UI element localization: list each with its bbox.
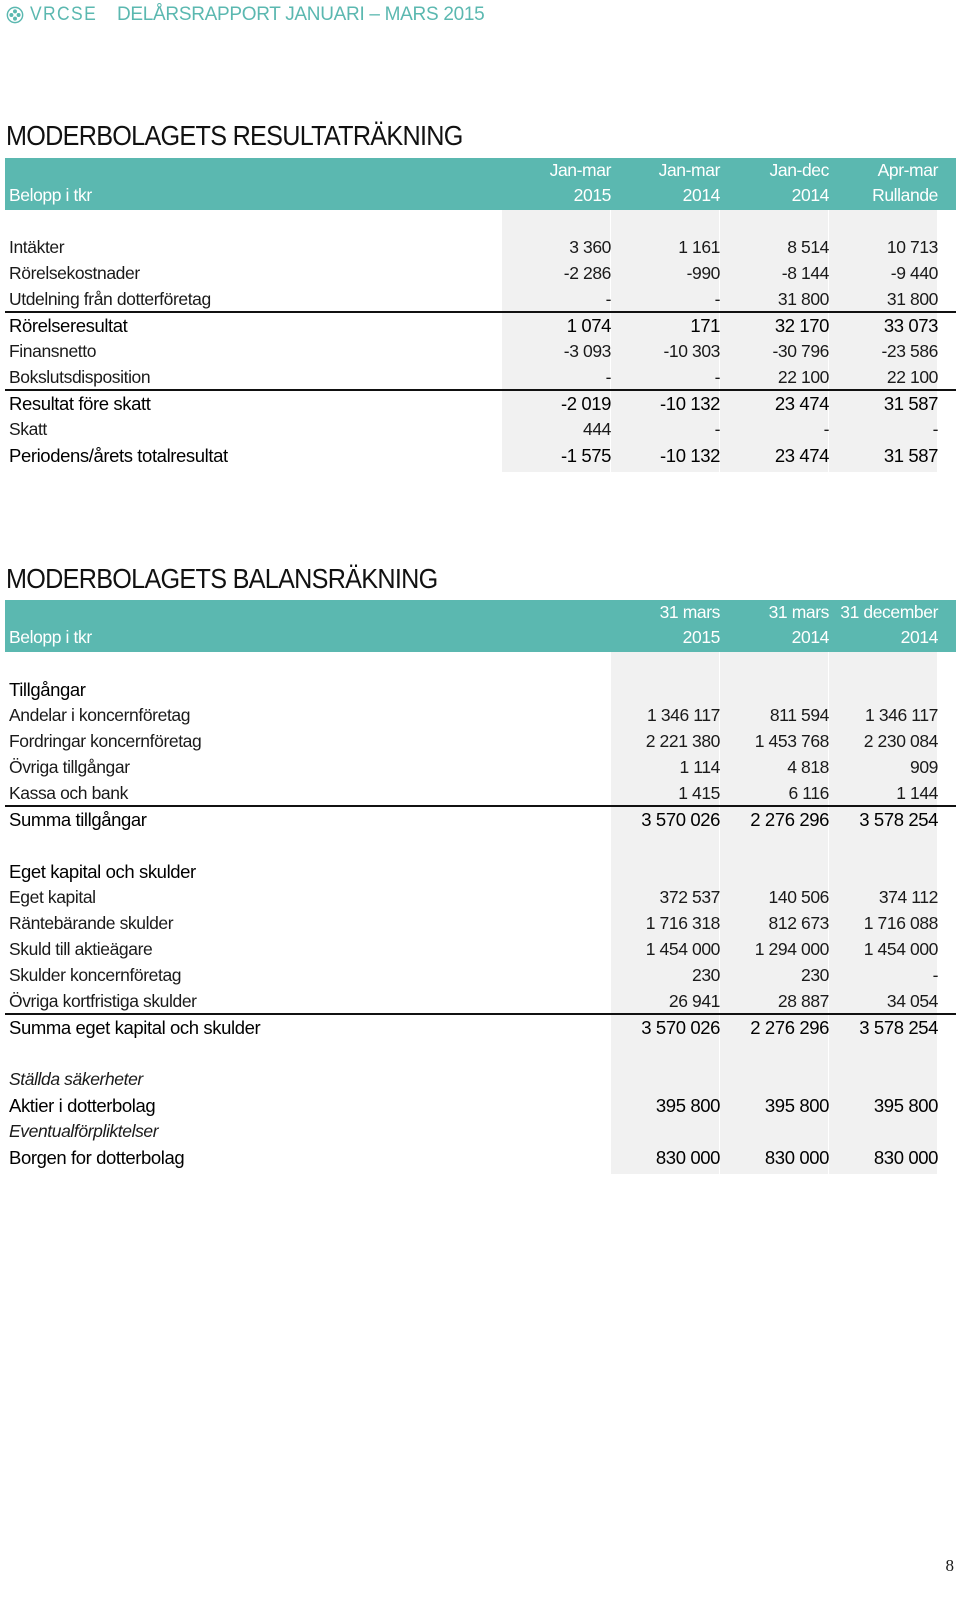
row-value: 374 112 (878, 887, 938, 907)
balance-table-header (5, 600, 956, 652)
balance-sheet-title: MODERBOLAGETS BALANSRÄKNING (6, 563, 438, 594)
pledged-row (5, 1092, 956, 1118)
row-label: Andelar i koncernföretag (9, 705, 191, 725)
row-value: 31 800 (886, 289, 938, 309)
section-heading (5, 676, 956, 702)
row-value: -2 286 (563, 263, 611, 283)
row-value: 444 (583, 419, 611, 439)
column-header-period: 31 december (840, 602, 938, 622)
row-value: -30 796 (772, 341, 829, 361)
row-label: Bokslutsdisposition (9, 367, 151, 387)
income-row (5, 234, 956, 260)
row-value: - (605, 289, 611, 309)
column-header-period: Jan-mar (549, 160, 611, 180)
total-row (5, 1014, 956, 1040)
row-label: Intäkter (9, 237, 65, 257)
row-value: 31 587 (883, 445, 938, 466)
row-label: Resultat före skatt (9, 393, 151, 414)
column-header-year: 2015 (573, 185, 611, 205)
income-row (5, 416, 956, 442)
row-value: 8 514 (787, 237, 829, 257)
row-value: 3 578 254 (859, 809, 938, 830)
row-value: 230 (692, 965, 720, 985)
row-value: 1 161 (678, 237, 720, 257)
row-value: -8 144 (781, 263, 829, 283)
income-row (5, 260, 956, 286)
column-header-year: 2015 (682, 627, 720, 647)
row-value: - (714, 289, 720, 309)
row-label: Skulder koncernföretag (9, 965, 182, 985)
balance-row (5, 728, 956, 754)
row-value: 23 474 (774, 393, 829, 414)
column-header-period: 31 mars (659, 602, 720, 622)
income-statement-table (5, 158, 956, 466)
row-value: 1 454 000 (863, 939, 938, 959)
column-header-year: Rullande (872, 185, 938, 205)
page-header (6, 3, 484, 27)
row-value: 1 415 (678, 783, 720, 803)
row-value: -2 019 (560, 393, 611, 414)
page-number: 8 (945, 1556, 954, 1575)
column-header-year: 2014 (900, 627, 938, 647)
income-row (5, 390, 956, 416)
row-value: 1 716 088 (863, 913, 938, 933)
balance-row (5, 936, 956, 962)
row-value: 6 116 (788, 783, 829, 803)
row-value: 33 073 (883, 315, 938, 336)
row-value: -990 (686, 263, 720, 283)
row-value: -1 575 (560, 445, 611, 466)
row-value: 395 800 (764, 1095, 829, 1116)
row-value: 2 221 380 (645, 731, 720, 751)
total-row (5, 806, 956, 832)
column-header-year: 2014 (791, 627, 829, 647)
column-header-period: Apr-mar (877, 160, 938, 180)
income-row (5, 338, 956, 364)
row-value: 10 713 (886, 237, 938, 257)
row-value: 812 673 (768, 913, 829, 933)
row-label: Eget kapital (9, 887, 96, 907)
balance-row (5, 962, 956, 988)
row-value: - (823, 419, 829, 439)
row-label: Finansnetto (9, 341, 97, 361)
row-value: -3 093 (563, 341, 611, 361)
row-label: Ställda säkerheter (9, 1069, 143, 1089)
row-value: 171 (690, 315, 720, 336)
section-heading (5, 1066, 956, 1092)
balance-row (5, 910, 956, 936)
income-row (5, 286, 956, 312)
row-value: - (932, 419, 938, 439)
row-label: Räntebärande skulder (9, 913, 174, 933)
row-value: 830 000 (655, 1147, 720, 1168)
row-value: 909 (910, 757, 938, 777)
row-label: Skatt (9, 419, 47, 439)
row-label: Tillgångar (9, 679, 86, 700)
balance-row (5, 780, 956, 806)
row-label: Kassa och bank (9, 783, 128, 803)
row-value: 3 570 026 (641, 1017, 720, 1038)
row-value: 1 453 768 (754, 731, 829, 751)
income-table-header (5, 158, 956, 210)
row-value: 372 537 (659, 887, 720, 907)
row-label: Eget kapital och skulder (9, 861, 196, 882)
row-label: Fordringar koncernföretag (9, 731, 202, 751)
row-value: 22 100 (886, 367, 938, 387)
row-label: Övriga kortfristiga skulder (9, 991, 197, 1011)
row-label: Skuld till aktieägare (9, 939, 153, 959)
column-header-year: 2014 (791, 185, 829, 205)
row-label: Borgen for dotterbolag (9, 1147, 185, 1168)
row-value: 230 (801, 965, 829, 985)
row-label: Aktier i dotterbolag (9, 1095, 156, 1116)
document-title: DELÅRSRAPPORT JANUARI – MARS 2015 (116, 4, 485, 25)
row-label: Övriga tillgångar (9, 757, 130, 777)
row-value: 1 346 117 (865, 705, 938, 725)
row-value: -10 303 (663, 341, 720, 361)
row-value: 830 000 (873, 1147, 938, 1168)
row-value: 31 587 (883, 393, 938, 414)
row-value: -9 440 (890, 263, 938, 283)
row-label: Utdelning från dotterföretag (9, 289, 211, 309)
row-value: - (932, 965, 938, 985)
row-value: 28 887 (777, 991, 829, 1011)
section-heading (5, 1118, 956, 1144)
row-label: Rörelsekostnader (9, 263, 140, 283)
row-label: Summa tillgångar (9, 809, 147, 830)
section-heading (5, 858, 956, 884)
row-value: 32 170 (774, 315, 829, 336)
income-statement-title: MODERBOLAGETS RESULTATRÄKNING (6, 120, 463, 151)
row-value: 1 294 000 (754, 939, 829, 959)
balance-row (5, 884, 956, 910)
row-value: 3 570 026 (641, 809, 720, 830)
row-value: 2 276 296 (750, 1017, 829, 1038)
row-value: 140 506 (768, 887, 829, 907)
row-value: 34 054 (886, 991, 938, 1011)
row-value: 1 716 318 (645, 913, 720, 933)
unit-label: Belopp i tkr (9, 185, 92, 205)
row-label: Rörelseresultat (9, 315, 128, 336)
income-row (5, 364, 956, 390)
income-row (5, 312, 956, 338)
row-value: 395 800 (655, 1095, 720, 1116)
row-value: -23 586 (881, 341, 938, 361)
row-value: 811 594 (769, 705, 829, 725)
row-value: 1 114 (679, 757, 720, 777)
column-header-period: 31 mars (768, 602, 829, 622)
column-header-period: Jan-dec (769, 160, 829, 180)
row-value: 2 230 084 (863, 731, 938, 751)
balance-row (5, 702, 956, 728)
contingent-row (5, 1144, 956, 1170)
row-value: - (605, 367, 611, 387)
column-header-period: Jan-mar (658, 160, 720, 180)
unit-label: Belopp i tkr (9, 627, 92, 647)
row-value: 4 818 (787, 757, 829, 777)
row-value: 31 800 (777, 289, 829, 309)
row-value: 1 346 117 (647, 705, 720, 725)
logo-text: VRCSE (30, 4, 98, 25)
row-value: -10 132 (660, 445, 720, 466)
row-value: - (714, 367, 720, 387)
row-label: Eventualförpliktelser (9, 1121, 159, 1141)
balance-sheet-table (5, 600, 956, 1168)
row-label: Summa eget kapital och skulder (9, 1017, 261, 1038)
column-header-year: 2014 (682, 185, 720, 205)
row-value: 23 474 (774, 445, 829, 466)
balance-row (5, 988, 956, 1014)
row-value: 26 941 (668, 991, 720, 1011)
row-value: 1 074 (566, 315, 611, 336)
row-value: 395 800 (873, 1095, 938, 1116)
row-value: 1 454 000 (645, 939, 720, 959)
row-value: 2 276 296 (750, 809, 829, 830)
row-value: 1 144 (896, 783, 938, 803)
row-value: 3 578 254 (859, 1017, 938, 1038)
row-value: 830 000 (764, 1147, 829, 1168)
row-value: - (714, 419, 720, 439)
row-value: -10 132 (660, 393, 720, 414)
income-row (5, 442, 956, 468)
row-value: 22 100 (777, 367, 829, 387)
row-value: 3 360 (569, 237, 611, 257)
balance-row (5, 754, 956, 780)
flower-icon (6, 6, 24, 24)
row-label: Periodens/årets totalresultat (9, 445, 228, 466)
